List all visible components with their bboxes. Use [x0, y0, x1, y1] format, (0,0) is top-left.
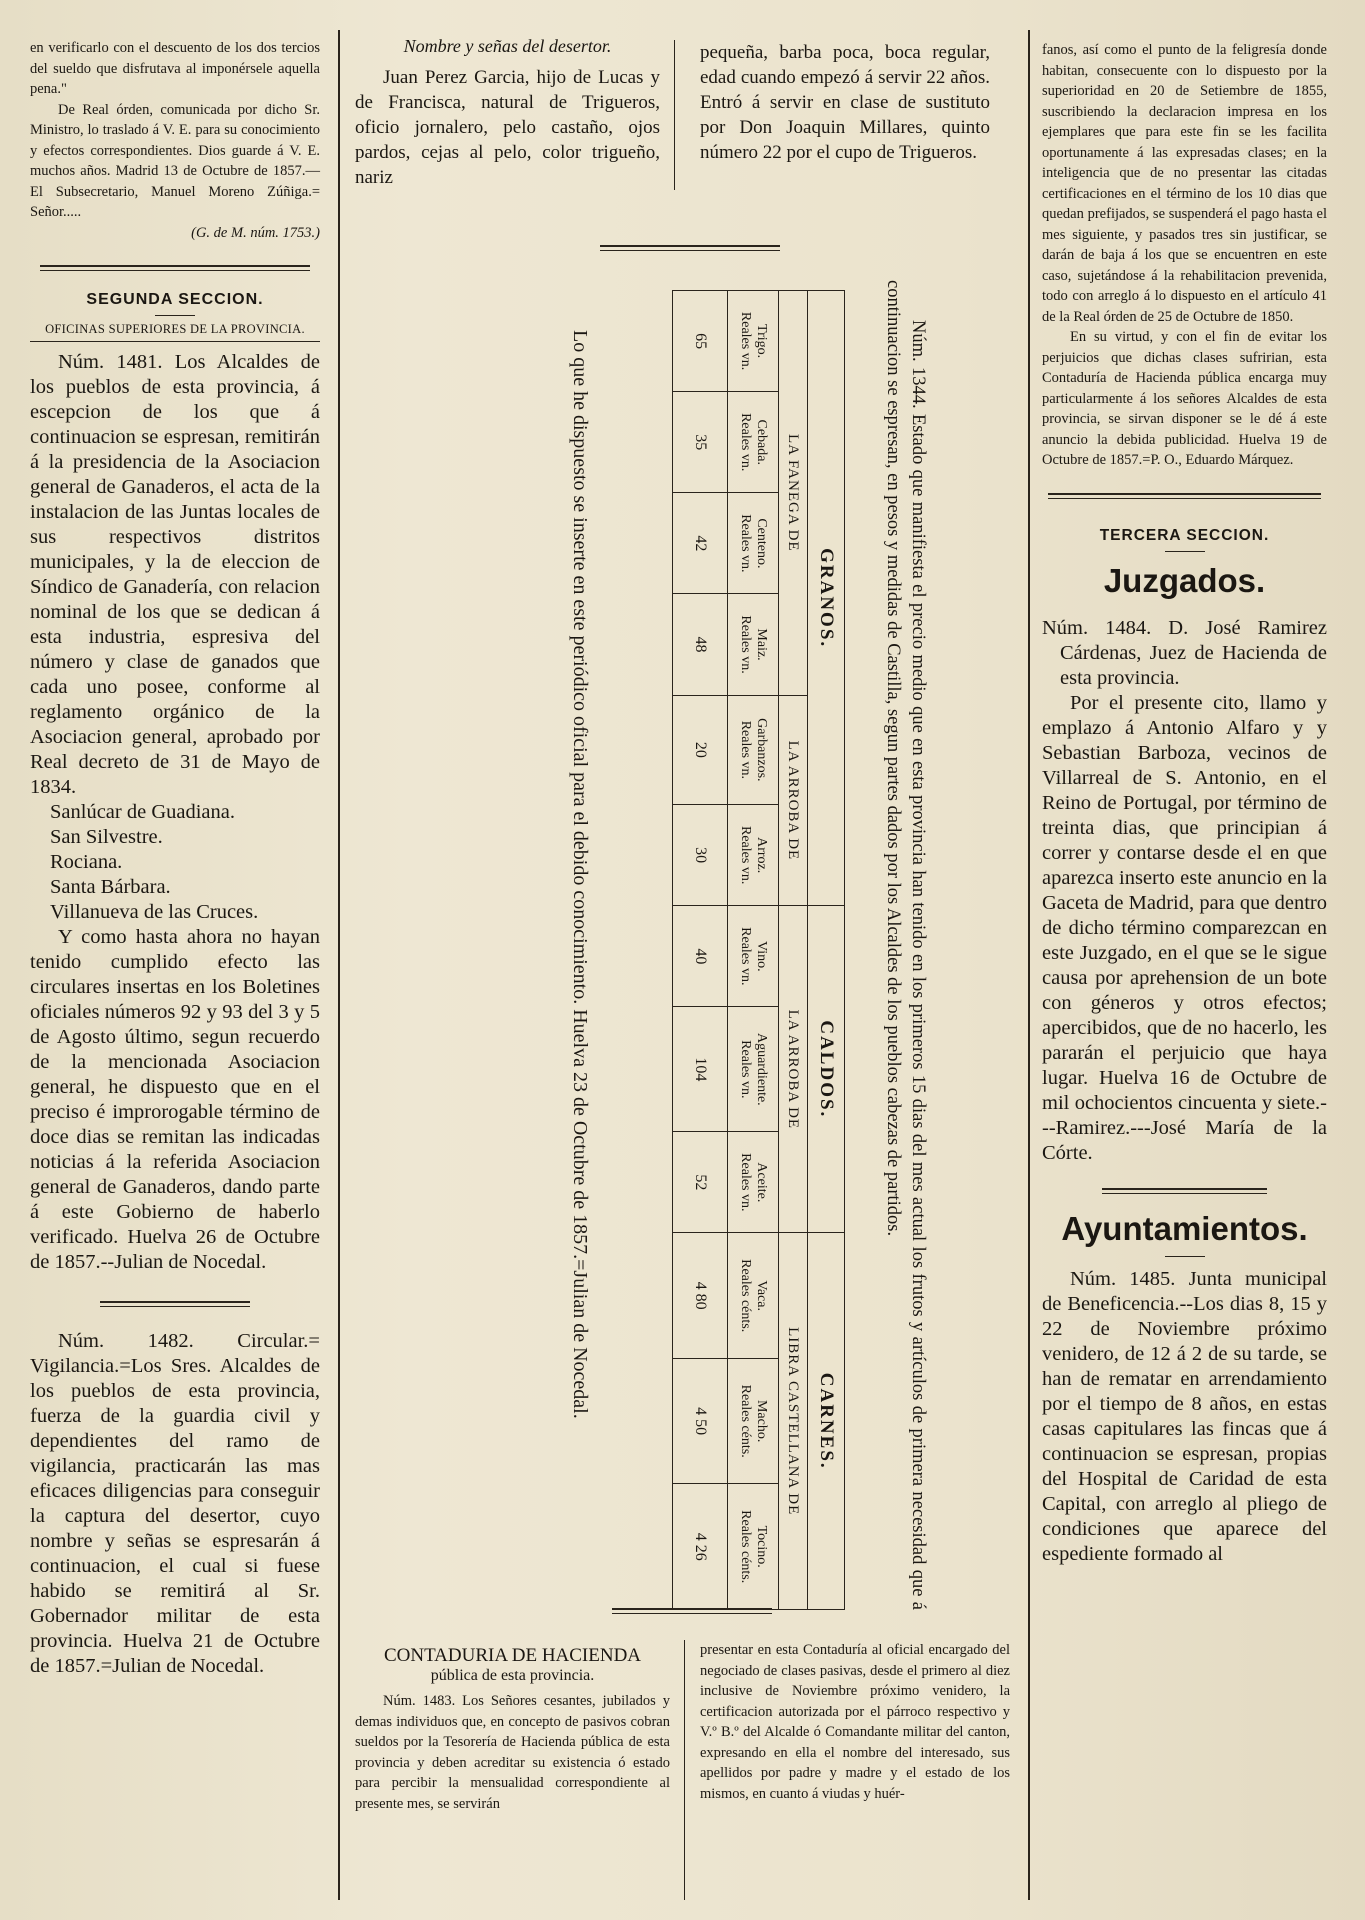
- contaduria-block-cont: [700, 1640, 1010, 1804]
- town-item: Villanueva de las Cruces.: [50, 901, 259, 923]
- ayuntamientos-heading: Ayuntamientos.: [1061, 1209, 1308, 1247]
- subgroup-header: LIBRA CASTELLANA DE: [779, 1233, 808, 1610]
- subgroup-header: LA FANEGA DE: [779, 291, 808, 696]
- notice-1483: Núm. 1483. Los Señores cesantes, jubilados y demas individuos que, en concepto de pasivos cobran sueldos por la Tesorería de Hacienda pública de esta provincia y deben acreditar su existencia ó estado para percibir la mensualidad correspondiente al presente mes, se servirán: [355, 1693, 670, 1812]
- column-header: Tocino. Reales cénts.: [728, 1484, 779, 1610]
- price-cell: 30: [673, 805, 728, 906]
- royal-order-text: De Real órden, comunicada por dicho Sr. Ministro, lo traslado á V. E. para su conocimiento y efectos correspondientes. Dios guarde á V. E. muchos años. Madrid 13 de Octubre de 1857.—El Subsecretario, Manuel Moreno Zúñiga.= Señor.....: [30, 101, 320, 220]
- column-rule: [684, 1640, 685, 1900]
- notice-1481-tail: Y como hasta ahora no hayan tenido cumplido efecto las circulares insertas en los Boletines oficiales números 92 y 93 del 3 y 5 de Agosto último, segun recuerdo de la mencionada Asociacion general, he dispuesto que en el preciso é improrogable término de doce dias se remitan las indicadas noticias á la referida Asociacion general de Ganaderos, dando parte á este Gobierno de haberlo verificado. Huelva 26 de Octubre de 1857.--Julian de Nocedal.: [30, 926, 320, 1273]
- price-table-rotated: [450, 280, 940, 1660]
- notice-1481: Núm. 1481. Los Alcaldes de los pueblos de esta provincia, á escepcion de los que á continuacion se espresan, remitirán á la presidencia de la Asociacion general de Ganaderos, el acta de la instalacion de las Juntas locales de sus respectivos distritos municipales, y la de eleccion de Síndico de Ganadería, con relacion nominal de los que se dedican á esta industria, espresiva del número y clase de ganados que cada uno posee, conforme al reglamento orgánico de la Asociacion general, aprobado por Real decreto de 31 de Mayo de 1834.: [30, 351, 320, 798]
- price-cell: 48: [673, 594, 728, 695]
- column-header: Vaca. Reales cénts.: [728, 1233, 779, 1359]
- price-cell: 35: [673, 392, 728, 493]
- price-cell: 104: [673, 1007, 728, 1132]
- excepted-towns-list: [30, 800, 320, 925]
- price-cell: 4 26: [673, 1484, 728, 1610]
- town-item: Sanlúcar de Guadiana.: [50, 801, 235, 823]
- contaduria-title: CONTADURIA DE HACIENDA: [383, 1645, 642, 1666]
- separator: [1048, 493, 1321, 499]
- separator: [600, 245, 780, 251]
- section-title: SEGUNDA SECCION.: [86, 291, 264, 308]
- deserter-block: [355, 36, 660, 190]
- column-1: [30, 38, 320, 1679]
- column-header: Macho. Reales cénts.: [728, 1358, 779, 1484]
- section3-title: TERCERA SECCION.: [1099, 526, 1270, 544]
- column-header: Aguardiente. Reales vn.: [728, 1007, 779, 1132]
- notice-1484-head: Núm. 1484. D. José Ramirez Cárdenas, Juez de Hacienda de esta provincia.: [1042, 616, 1327, 689]
- separator: [100, 1301, 250, 1307]
- column-rule: [674, 40, 675, 190]
- deserter-block-cont: [700, 40, 990, 165]
- notice-1484: Por el presente cito, llamo y emplazo á Antonio Alfaro y y Sebastian Barboza, vecinos de Villarreal de S. Antonio, en el Reino de Portugal, por término de treinta dias, que principian á correr y contarse desde el en que aparezca inserto este anuncio en la Gaceta de Madrid, para que dentro de dicho término comparezcan en este Juzgado, en el que se le sigue causa por aprehension de un bote con géneros y otros efectos; apercibidos, que de no hacerlo, les pararán el perjuicio que haya lugar. Huelva 16 de Octubre de mil ochocientos cincuenta y siete.---Ramirez.---José María de la Córte.: [1042, 691, 1327, 1164]
- town-item: Santa Bárbara.: [50, 876, 171, 898]
- contaduria-subtitle: pública de esta provincia.: [430, 1667, 595, 1684]
- column-header: Trigo. Reales vn.: [728, 291, 779, 392]
- town-item: Rociana.: [50, 851, 123, 873]
- contaduria-cont-text: fanos, así como el punto de la feligresía donde habitan, consecuente con lo dispuesto por la superioridad en 20 de Setiembre de 1855, suscribiendo la declaracion impresa en los ejemplares que para este fin se les facilita oportunamente á las expresadas clases; en la inteligencia que de no presentar las citadas certificaciones en el término de los 10 dias que quedan prefijados, se suspenderá el pago hasta el mes siguiente, y pasados tres sin justificar, se darán de baja á los que se encuentren en este caso, sujetándose á la rehabilitacion prevenida, todo con arreglo á lo dispuesto en el artículo 41 de la Real órden de 25 de Octubre de 1850.: [1042, 42, 1327, 325]
- town-item: San Silvestre.: [50, 826, 163, 848]
- subgroup-header: LA ARROBA DE: [779, 695, 808, 906]
- notice-1483-cont: presentar en esta Contaduría al oficial encargado del negociado de clases pasivas, desde el primero al diez inclusive de Noviembre próximo venidero, la certificacion autorizada por el párroco respectivo y V.º B.º del Alcalde ó Comandante militar del canton, expresando en ella el nombre del interesado, sus apellidos por padre y madre y el estado de los mismos, en cuanto á viudas y huér-: [700, 1642, 1010, 1802]
- price-cell: 4 50: [673, 1358, 728, 1484]
- separator: [1102, 1188, 1267, 1194]
- gazette-reference: (G. de M. núm. 1753.): [191, 224, 320, 241]
- intro-text: en verificarlo con el descuento de los dos tercios del sueldo que disfrutava al imponérsele aquella pena.": [30, 40, 320, 97]
- group-header: GRANOS.: [808, 291, 845, 906]
- group-header: CALDOS.: [808, 906, 845, 1233]
- column-rule: [1028, 30, 1030, 1900]
- section-subtitle: OFICINAS SUPERIORES DE LA PROVINCIA.: [45, 322, 305, 336]
- column-header: Arroz. Reales vn.: [728, 805, 779, 906]
- column-header: Vino. Reales vn.: [728, 906, 779, 1007]
- table-footer: Lo que he dispuesto se inserte en este periódico oficial para el debido conocimiento. Huelva 23 de Octubre de 1857.=Julian de Nocedal.: [569, 330, 591, 1419]
- notice-1482: Núm. 1482. Circular.= Vigilancia.=Los Sres. Alcaldes de los pueblos de esta provincia, fuerza de la guardia civil y dependientes del ramo de vigilancia, practicarán las mas eficaces diligencias para conseguir la captura del desertor, cuyo nombre y señas se espresarán á continuacion, el cual si fuese habido se remitirá al Sr. Gobernador militar de esta provincia. Huelva 21 de Octubre de 1857.=Julian de Nocedal.: [30, 1330, 320, 1677]
- column-header: Cebada. Reales vn.: [728, 392, 779, 493]
- separator: [612, 1608, 772, 1614]
- deserter-title: Nombre y señas del desertor.: [403, 36, 612, 56]
- column-rule: [338, 30, 340, 1900]
- column-header: Aceite. Reales vn.: [728, 1132, 779, 1233]
- table-heading: Núm. 1344. Estado que manifiesta el precio medio que en esta provincia han tenido en los primeros 15 dias del mes actual los frutos y artículos de primera necesidad que á continuacion se espresan, en pesos y medidas de Castilla, segun partes dados por los Alcaldes de los pueblos cabezas de partidos.: [883, 280, 928, 1610]
- price-cell: 4 80: [673, 1233, 728, 1359]
- subgroup-header: LA ARROBA DE: [779, 906, 808, 1233]
- column-header: Centeno. Reales vn.: [728, 493, 779, 594]
- price-cell: 20: [673, 695, 728, 804]
- price-cell: 52: [673, 1132, 728, 1233]
- price-cell: 42: [673, 493, 728, 594]
- deserter-description: Juan Perez Garcia, hijo de Lucas y de Francisca, natural de Trigueros, oficio jornalero, pelo castaño, ojos pardos, cejas al pelo, color trigueño, nariz: [355, 67, 660, 188]
- deserter-description-cont: pequeña, barba poca, boca regular, edad cuando empezó á servir 22 años. Entró á servir en clase de sustituto por Don Joaquin Millares, quinto número 22 por el cupo de Trigueros.: [700, 42, 990, 163]
- separator: [40, 265, 310, 271]
- contaduria-cont-text2: En su virtud, y con el fin de evitar los perjuicios que dichas clases sufririan, esta Contaduría de Hacienda pública encarga muy particularmente á los señores Alcaldes de esta provincia, se sirvan disponer se le dé á este anuncio la debida publicidad. Huelva 19 de Octubre de 1857.=P. O., Eduardo Márquez.: [1042, 329, 1327, 468]
- group-header: CARNES.: [808, 1233, 845, 1610]
- notice-1485: Núm. 1485. Junta municipal de Beneficencia.--Los dias 8, 15 y 22 de Noviembre próximo venidero, de 12 á 2 de su tarde, se han de rematar en arrendamiento por el tiempo de 8 años, en estas casas capitulares las fincas que á continuacion se espresan, propias del Hospital de Caridad de esta Capital, con arreglo al pliego de condiciones que aparece del espediente formado al: [1042, 1267, 1327, 1565]
- column-header: Maiz. Reales vn.: [728, 594, 779, 695]
- column-4: [1042, 40, 1327, 1567]
- column-header: Garbanzos. Reales vn.: [728, 695, 779, 804]
- juzgados-heading: Juzgados.: [1103, 561, 1266, 599]
- contaduria-block: [355, 1645, 670, 1814]
- price-cell: 65: [673, 291, 728, 392]
- price-table: [672, 290, 845, 1610]
- price-cell: 40: [673, 906, 728, 1007]
